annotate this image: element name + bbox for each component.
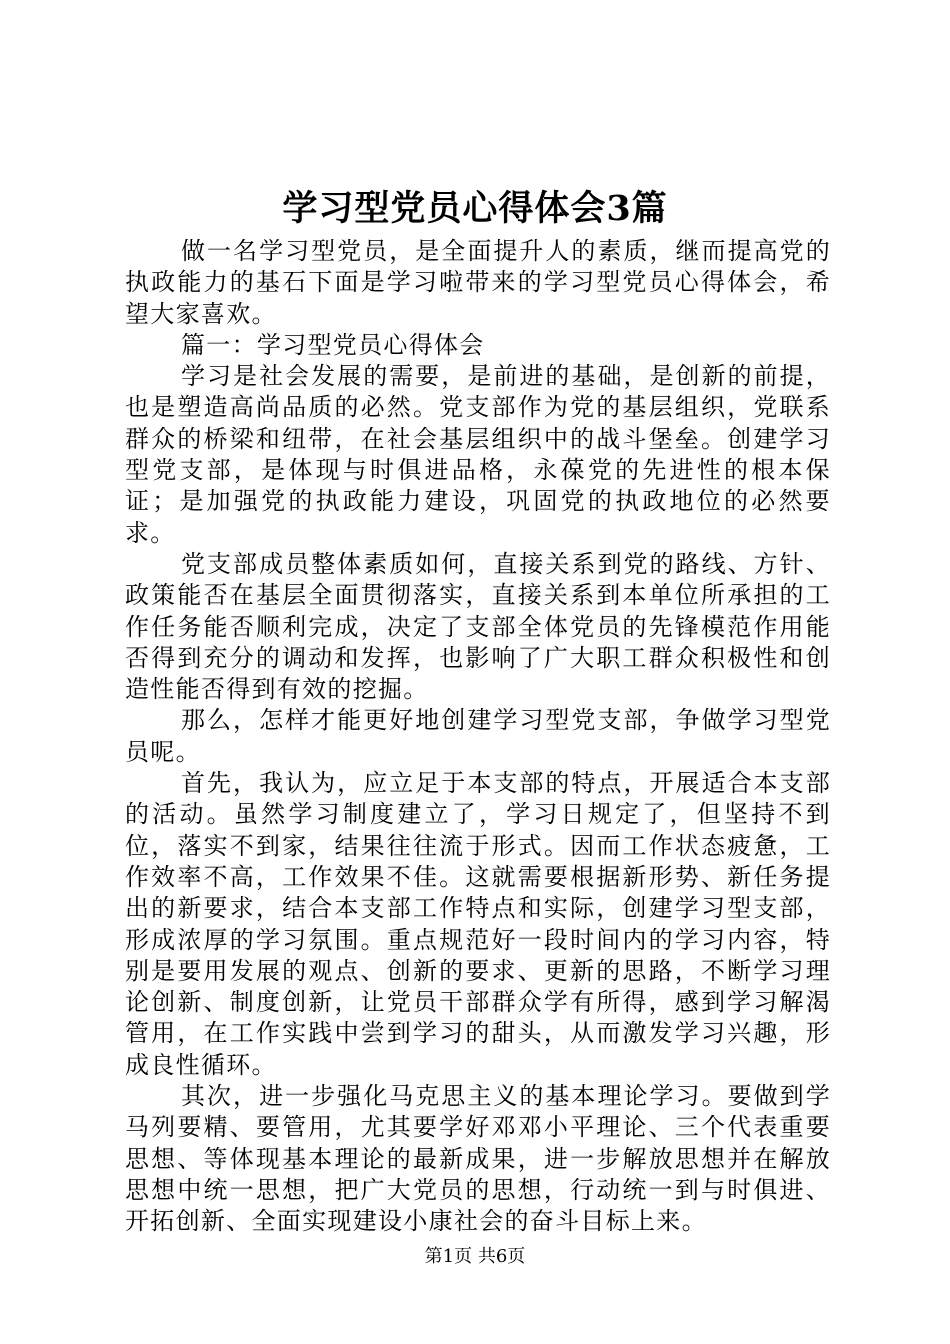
document-title: 学习型党员心得体会3篇: [282, 188, 668, 229]
body-paragraph: 那么，怎样才能更好地创建学习型党支部，争做学习型党员呢。: [125, 706, 831, 766]
intro-paragraph: 做一名学习型党员，是全面提升人的素质，继而提高党的执政能力的基石下面是学习啦带来的学习型党员心得体会，希望大家喜欢。: [125, 237, 831, 328]
section-heading: 篇一：学习型党员心得体会: [181, 330, 485, 359]
body-paragraph: 其次，进一步强化马克思主义的基本理论学习。要做到学马列要精、要管用，尤其要学好邓邓小平理论、三个代表重要思想、等体现基本理论的最新成果，进一步解放思想并在解放思想中统一思想，把广大党员的思想，行动统一到与时俱进、开拓创新、全面实现建设小康社会的奋斗目标上来。: [125, 1082, 831, 1236]
page-number-footer: 第1页 共6页: [424, 1246, 526, 1267]
body-paragraph: 首先，我认为，应立足于本支部的特点，开展适合本支部的活动。虽然学习制度建立了，学习日规定了，但坚持不到位，落实不到家，结果往往流于形式。因而工作状态疲惫，工作效率不高，工作效果不佳。这就需要根据新形势、新任务提出的新要求，结合本支部工作特点和实际，创建学习型支部，形成浓厚的学习氛围。重点规范好一段时间内的学习内容，特别是要用发展的观点、创新的要求、更新的思路，不断学习理论创新、制度创新，让党员干部群众学有所得，感到学习解渴管用，在工作实践中尝到学习的甜头，从而激发学习兴趣，形成良性循环。: [125, 769, 831, 1079]
body-paragraph: 党支部成员整体素质如何，直接关系到党的路线、方针、政策能否在基层全面贯彻落实，直接关系到本单位所承担的工作任务能否顺利完成，决定了支部全体党员的先锋模范作用能否得到充分的调动和发挥，也影响了广大职工群众积极性和创造性能否得到有效的挖掘。: [125, 549, 831, 704]
document-body: [125, 236, 831, 1238]
body-paragraph: 学习是社会发展的需要，是前进的基础，是创新的前提，也是塑造高尚品质的必然。党支部作为党的基层组织，党联系群众的桥梁和纽带，在社会基层组织中的战斗堡垒。创建学习型党支部，是体现与时俱进品格，永葆党的先进性的根本保证；是加强党的执政能力建设，巩固党的执政地位的必然要求。: [125, 362, 831, 547]
